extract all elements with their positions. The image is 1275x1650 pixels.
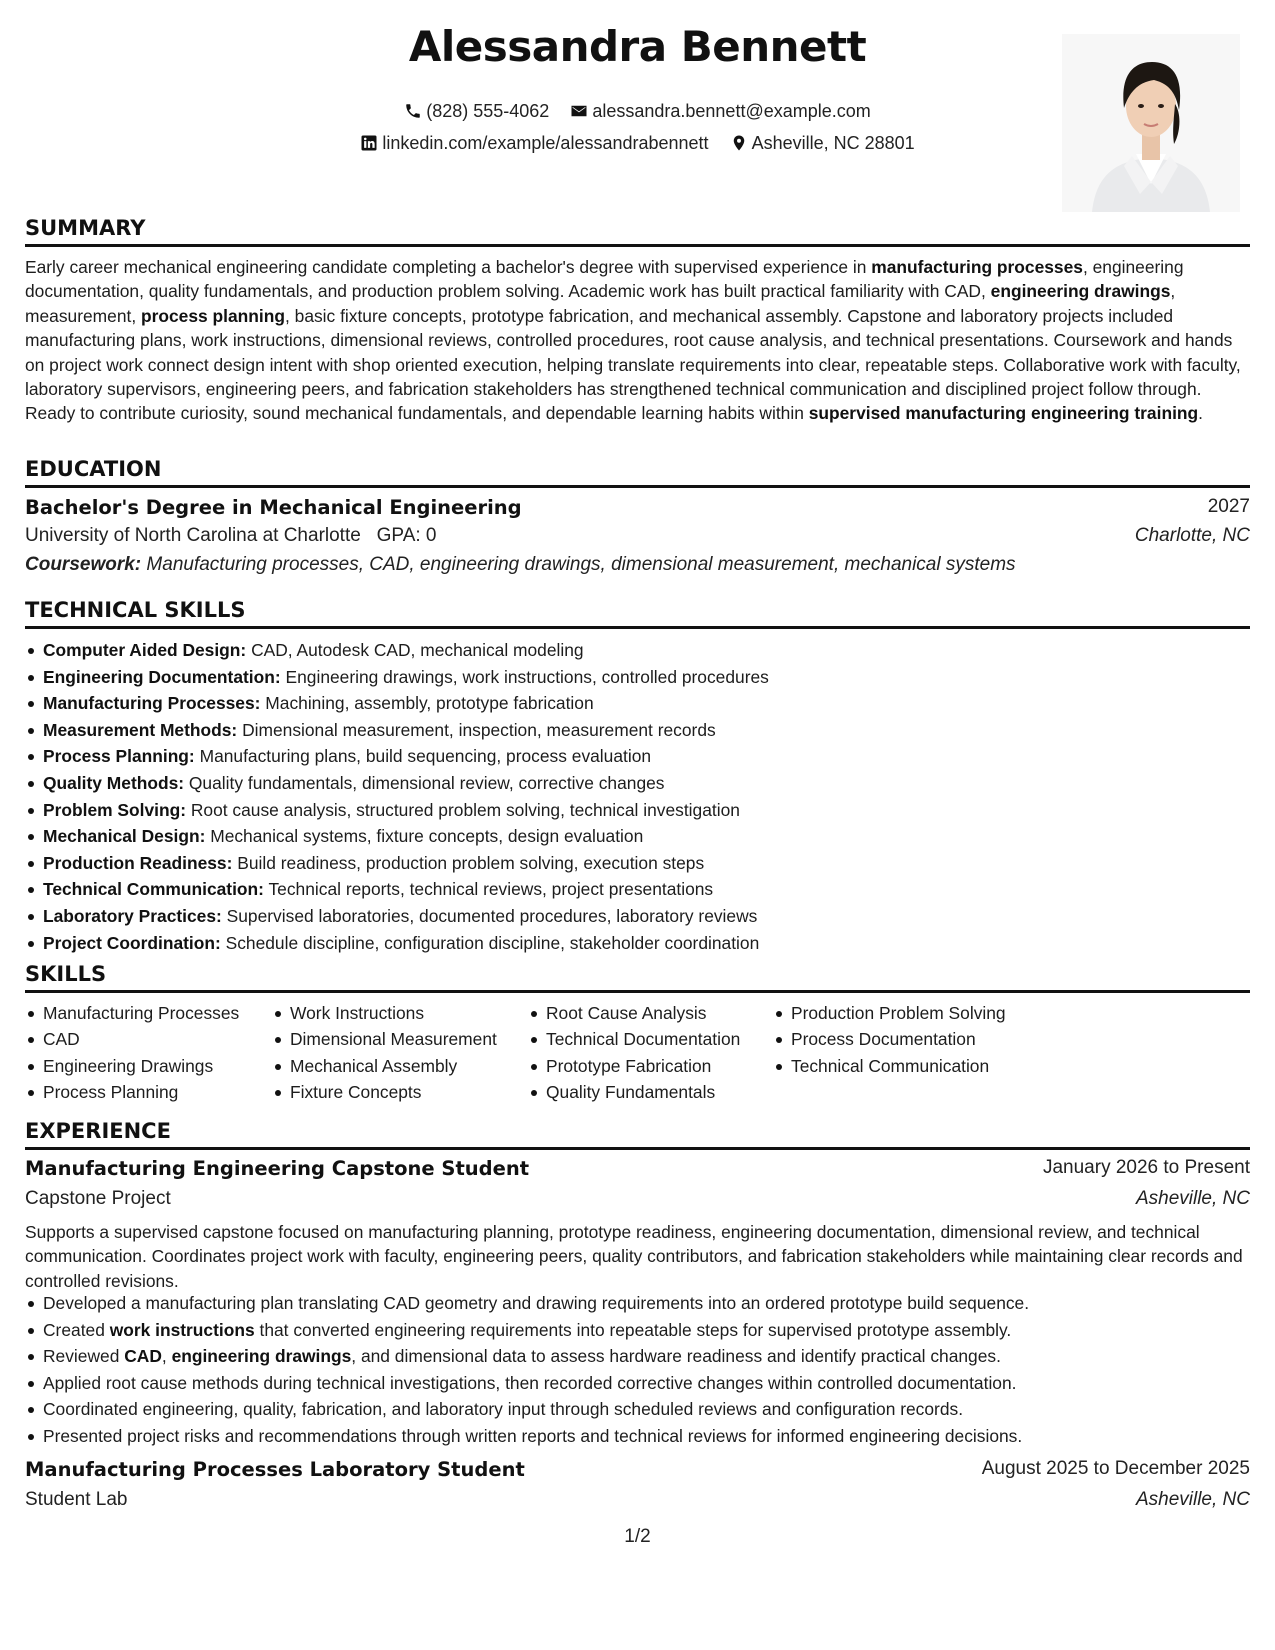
summary-text-2: , engineering documentation, quality fundamentals, and production problem solving. Academic work has built practical familiarity with CAD, bbox=[25, 257, 1184, 302]
experience-heading: EXPERIENCE bbox=[25, 1119, 1250, 1150]
skills-heading: SKILLS bbox=[25, 962, 1250, 993]
list-item: CAD bbox=[25, 1026, 239, 1052]
list-item: Engineering Drawings bbox=[25, 1053, 239, 1079]
coursework-label: Coursework: bbox=[25, 554, 142, 575]
technical-skills-heading: TECHNICAL SKILLS bbox=[25, 598, 1250, 629]
email-text: alessandra.bennett@example.com bbox=[592, 100, 871, 121]
list-item: Process Planning bbox=[25, 1079, 239, 1105]
page-number: 1/2 bbox=[624, 1526, 651, 1547]
job-2-location: Asheville, NC bbox=[1135, 1489, 1250, 1510]
list-item: Production Problem Solving bbox=[773, 1000, 1006, 1026]
school-line bbox=[25, 525, 437, 547]
phone-item[interactable] bbox=[404, 101, 549, 122]
skills-column-3 bbox=[528, 1000, 740, 1106]
list-item: Measurement Methods: Dimensional measurement, inspection, measurement records bbox=[25, 717, 1250, 744]
summary-text-1: Early career mechanical engineering candidate completing a bachelor's degree with supervised experience in bbox=[25, 257, 872, 277]
linkedin-item[interactable] bbox=[360, 133, 708, 154]
summary-text-4: , basic fixture concepts, prototype fabrication, and mechanical assembly. Capstone and laboratory projects included manufacturing plans, work instructions, dimensional reviews, controlled procedures, root cause analysis, and technical presentations. Coursework and hands on project work connect design intent with shop oriented execution, helping translate requirements into clear, repeatable steps. Collaborative work with faculty, laboratory supervisors, engineering peers, and fabrication stakeholders has strengthened technical communication and disciplined project follow through. Ready to contribute curiosity, sound mechanical fundamentals, and dependable learning habits within bbox=[25, 305, 1241, 424]
job-2-org: Student Lab bbox=[25, 1489, 128, 1510]
list-item: Dimensional Measurement bbox=[272, 1026, 497, 1052]
list-item: Mechanical Design: Mechanical systems, fixture concepts, design evaluation bbox=[25, 823, 1250, 850]
list-item: Technical Documentation bbox=[528, 1026, 740, 1052]
list-item: Process Documentation bbox=[773, 1026, 1006, 1052]
list-item: Quality Methods: Quality fundamentals, dimensional review, corrective changes bbox=[25, 770, 1250, 797]
list-item: Process Planning: Manufacturing plans, build sequencing, process evaluation bbox=[25, 743, 1250, 770]
list-item: Problem Solving: Root cause analysis, structured problem solving, technical investigation bbox=[25, 797, 1250, 824]
list-item: Coordinated engineering, quality, fabrication, and laboratory input through scheduled reviews and configuration records. bbox=[25, 1396, 1250, 1423]
portrait-illustration bbox=[1062, 34, 1240, 212]
map-pin-icon bbox=[730, 134, 748, 152]
linkedin-icon bbox=[360, 134, 378, 152]
summary-text-3: , measurement, bbox=[25, 281, 1176, 326]
technical-skills-list bbox=[25, 637, 1250, 956]
education-heading: EDUCATION bbox=[25, 457, 1250, 488]
list-item: Prototype Fabrication bbox=[528, 1053, 740, 1079]
school-location: Charlotte, NC bbox=[1134, 525, 1250, 546]
graduation-year: 2027 bbox=[1207, 496, 1250, 517]
list-item: Laboratory Practices: Supervised laboratories, documented procedures, laboratory reviews bbox=[25, 903, 1250, 930]
job-1-role: Manufacturing Engineering Capstone Student bbox=[25, 1157, 530, 1180]
location-text: Asheville, NC 28801 bbox=[751, 132, 915, 153]
profile-photo bbox=[1062, 34, 1240, 212]
gpa: GPA: 0 bbox=[376, 525, 437, 546]
resume-page bbox=[25, 0, 1250, 1650]
phone-icon bbox=[404, 102, 422, 120]
job-1-dates: January 2026 to Present bbox=[1042, 1157, 1250, 1178]
list-item: Reviewed CAD, engineering drawings, and dimensional data to assess hardware readiness and identify practical changes. bbox=[25, 1343, 1250, 1370]
job-1-location: Asheville, NC bbox=[1135, 1188, 1250, 1209]
job-1-org: Capstone Project bbox=[25, 1188, 171, 1209]
coursework-line bbox=[25, 554, 1016, 576]
school-name: University of North Carolina at Charlotte bbox=[25, 525, 361, 546]
linkedin-text: linkedin.com/example/alessandrabennett bbox=[382, 132, 709, 153]
list-item: Root Cause Analysis bbox=[528, 1000, 740, 1026]
list-item: Presented project risks and recommendations through written reports and technical reviews for informed engineering decisions. bbox=[25, 1423, 1250, 1450]
skills-column-2 bbox=[272, 1000, 497, 1106]
list-item: Created work instructions that converted engineering requirements into repeatable steps for supervised prototype assembly. bbox=[25, 1317, 1250, 1344]
resume-header bbox=[25, 22, 1250, 212]
list-item: Manufacturing Processes: Machining, assembly, prototype fabrication bbox=[25, 690, 1250, 717]
list-item: Engineering Documentation: Engineering drawings, work instructions, controlled procedures bbox=[25, 664, 1250, 691]
job-1-bullets bbox=[25, 1290, 1250, 1450]
list-item: Production Readiness: Build readiness, production problem solving, execution steps bbox=[25, 850, 1250, 877]
list-item: Quality Fundamentals bbox=[528, 1079, 740, 1105]
list-item: Mechanical Assembly bbox=[272, 1053, 497, 1079]
job-2-dates: August 2025 to December 2025 bbox=[981, 1458, 1250, 1479]
list-item: Project Coordination: Schedule discipline, configuration discipline, stakeholder coordination bbox=[25, 930, 1250, 957]
list-item: Applied root cause methods during technical investigations, then recorded corrective changes within controlled documentation. bbox=[25, 1370, 1250, 1397]
list-item: Fixture Concepts bbox=[272, 1079, 497, 1105]
envelope-icon bbox=[570, 102, 588, 120]
summary-bold-3: process planning bbox=[141, 305, 285, 326]
summary-bold-2: engineering drawings bbox=[990, 281, 1171, 302]
summary-heading: SUMMARY bbox=[25, 216, 1250, 247]
phone-text: (828) 555-4062 bbox=[426, 100, 550, 121]
job-2-role: Manufacturing Processes Laboratory Student bbox=[25, 1458, 525, 1481]
location-item bbox=[730, 133, 915, 154]
job-1-description: Supports a supervised capstone focused on manufacturing planning, prototype readiness, engineering documentation, dimensional review, and technical communication. Coordinates project work with faculty, engineering peers, quality contributors, and fabrication stakeholders while maintaining clear records and controlled revisions. bbox=[25, 1222, 1243, 1291]
list-item: Developed a manufacturing plan translating CAD geometry and drawing requirements into an ordered prototype build sequence. bbox=[25, 1290, 1250, 1317]
list-item: Manufacturing Processes bbox=[25, 1000, 239, 1026]
list-item: Work Instructions bbox=[272, 1000, 497, 1026]
skills-column-4 bbox=[773, 1000, 1006, 1079]
summary-bold-4: supervised manufacturing engineering training bbox=[808, 403, 1199, 424]
coursework-text: Manufacturing processes, CAD, engineering drawings, dimensional measurement, mechanical systems bbox=[146, 554, 1016, 575]
summary-bold-1: manufacturing processes bbox=[871, 257, 1083, 277]
degree-title: Bachelor's Degree in Mechanical Engineering bbox=[25, 496, 522, 519]
summary-paragraph bbox=[25, 255, 1250, 426]
list-item: Technical Communication bbox=[773, 1053, 1006, 1079]
list-item: Computer Aided Design: CAD, Autodesk CAD, mechanical modeling bbox=[25, 637, 1250, 664]
candidate-name: Alessandra Bennett bbox=[408, 22, 867, 71]
skills-column-1 bbox=[25, 1000, 239, 1106]
email-item[interactable] bbox=[570, 101, 870, 122]
list-item: Technical Communication: Technical reports, technical reviews, project presentations bbox=[25, 876, 1250, 903]
summary-text-5: . bbox=[1198, 403, 1203, 424]
